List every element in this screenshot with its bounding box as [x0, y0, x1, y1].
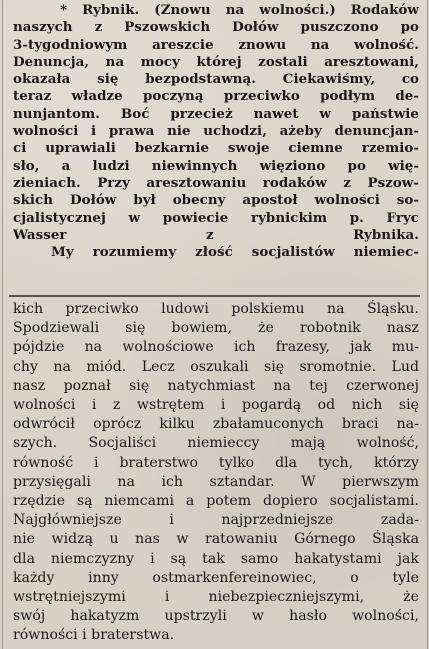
left-column-rule	[2, 0, 3, 649]
article-top-line-7: nunjantom. Boć przecież nawet w państwie	[13, 105, 419, 122]
right-column-rule	[427, 0, 428, 649]
article-top-block	[13, 2, 419, 261]
article-top-line-6: teraz władze poczyną przeciwko podłym de-	[13, 88, 419, 105]
section-separator	[9, 295, 420, 297]
article-bottom-line-2: Spodziewali się bowiem, że robotnik nasz	[13, 320, 419, 337]
article-top-line-4: Denuncja, na mocy której zostali aresztowani,	[13, 53, 419, 70]
article-bottom-line-11: rzędzie są niemcami a potem dopiero socjalistami.	[13, 493, 419, 510]
article-top-line-9: ci uprawiali bezkarnie swoje ciemne rzemio-	[13, 140, 419, 157]
article-bottom-line-7: odwrócił oprócz kilku zbałamuconych braci na-	[13, 416, 419, 433]
article-bottom-block	[13, 300, 419, 646]
article-top-line-13: cjalistycznej w powiecie rybnickim p. Fryc	[13, 209, 419, 226]
article-bottom-line-13: nie widzą u nas w ratowaniu Górnego Śląska	[13, 531, 419, 548]
article-bottom-line-18: równości i braterstwa.	[13, 627, 175, 644]
article-top-line-11: zieniach. Przy aresztowaniu rodaków z Pszow-	[13, 174, 419, 191]
article-top-line-10: sło, a ludzi niewinnych więziono po wię-	[13, 157, 419, 174]
article-bottom-line-5: nasz poznał się natychmiast na tej czerwonej	[13, 377, 419, 394]
article-bottom-line-1: kich przeciwko ludowi polskiemu na Śląsku.	[13, 301, 419, 317]
article-top-line-5: okazała się bezpodstawną. Ciekawiśmy, co	[13, 71, 419, 88]
article-bottom-line-6: wolności i z wstrętem i pogardą od nich się	[13, 397, 419, 414]
article-top-line-3: 3-tygodniowym areszcie znowu na wolność.	[13, 36, 419, 53]
article-bottom-line-16: wstrętniejszymi i niebezpieczniejszymi, że	[13, 589, 419, 606]
article-bottom-line-12: Najgłówniejsze i najprzedniejsze zada-	[13, 512, 419, 529]
article-top-line-2: naszych z Pszowskich Dołów puszczono po	[13, 19, 419, 36]
article-bottom-line-10: przysięgali na ich sztandar. W pierwszym	[13, 473, 419, 490]
article-bottom-line-9: równość i braterstwo tylko dla tych, którzy	[13, 454, 419, 471]
article-bottom-line-4: chy na miód. Lecz oszukali się sromotnie. Lud	[13, 358, 419, 375]
article-bottom-line-14: dla niemczyzny i są tak samo hakatystami jak	[13, 550, 419, 567]
article-top-line-15: My rozumiemy złość socjalistów niemiec-	[51, 244, 419, 261]
article-top-line-14: Wasser z Rybnika.	[13, 226, 419, 243]
article-bottom-line-17: swój hakatyzm upstrzyli w hasło wolności,	[13, 608, 419, 625]
article-bottom-line-15: każdy inny ostmarkenfereinowiec, o tyle	[13, 569, 419, 586]
article-top-line-8: wolności i prawa nie uchodzi, ażeby denuncjan-	[13, 123, 419, 140]
article-bottom-line-8: szych. Socjaliści niemieccy mają wolność,	[13, 435, 419, 452]
article-top-line-12: skich Dołów był obecny apostoł wolności so-	[13, 192, 419, 209]
article-bottom-line-3: pójdzie na wolnościowe ich frazesy, jak mu-	[13, 339, 419, 356]
article-top-line-1: * Rybnik. (Znowu na wolności.) Rodaków	[60, 2, 419, 18]
